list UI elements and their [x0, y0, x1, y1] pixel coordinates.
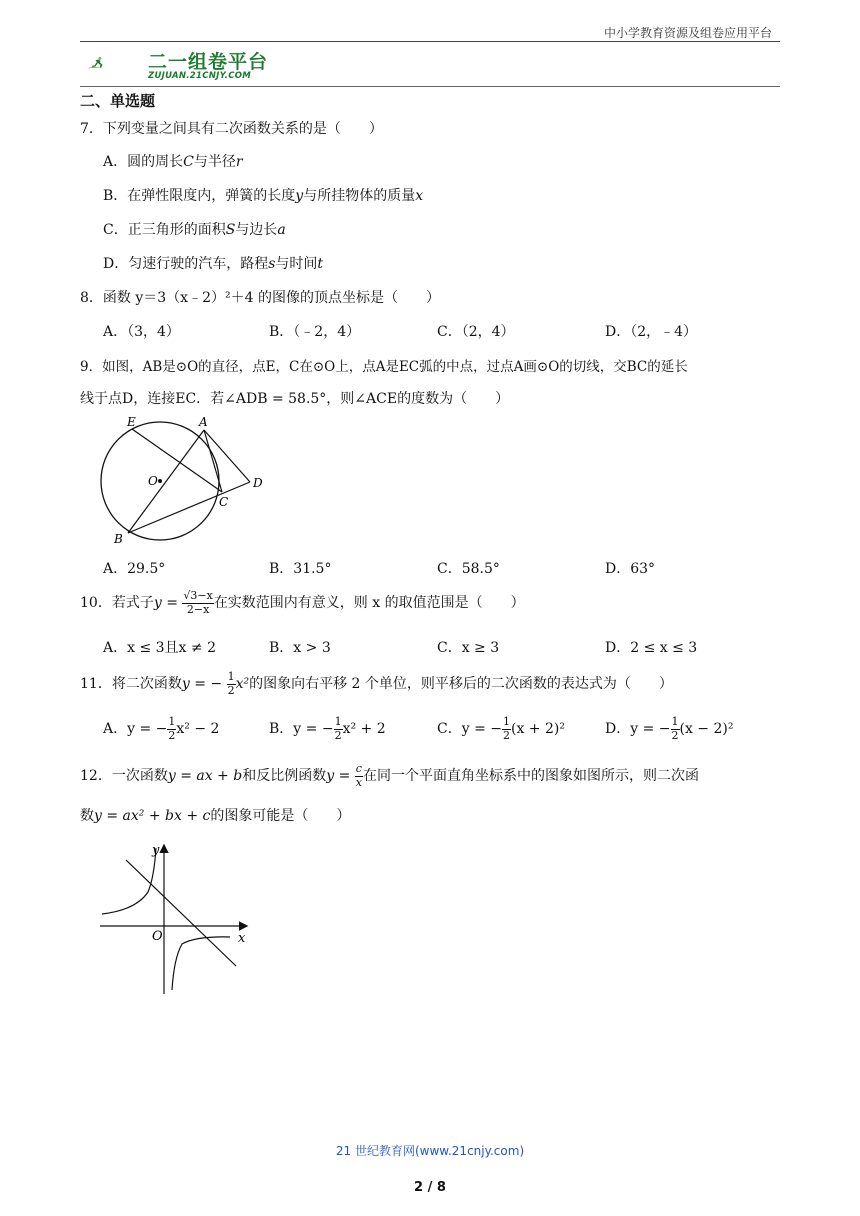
logo-subtitle: ZUJUAN.21CNJY.COM: [148, 71, 252, 81]
question-12-stem-line-2: 数y = ax² + bx + c的图象可能是（ ）: [80, 808, 351, 824]
question-11-stem: 11．将二次函数y = − $\frac{1}{2}$ x²的图象向右平移 2 个单位，则平移后的二次函数的表达式为（ ）: [80, 670, 673, 697]
label-d: D: [253, 476, 263, 490]
question-11-fraction: $\frac{1}{2}$: [227, 670, 235, 697]
label-origin: O: [152, 929, 163, 944]
footer-link[interactable]: 21 世纪教育网(www.21cnjy.com): [335, 1144, 525, 1158]
question-9-option-a: A．29.5°: [103, 561, 166, 577]
question-9-stem-line-2: 线于点D，连接EC．若∠ADB = 58.5°，则∠ACE的度数为（ ）: [80, 391, 510, 407]
linear-function-line: [126, 860, 236, 966]
header-rule: [80, 41, 780, 42]
question-11-option-b: B．y = − $\frac{1}{2}$ x² + 2: [269, 715, 386, 742]
question-10-option-b: B．x > 3: [269, 640, 331, 656]
question-9-circle-figure: [96, 412, 272, 548]
question-7-option-b: B．在弹性限度内，弹簧的长度y与所挂物体的质量x: [103, 188, 424, 204]
label-b: B: [114, 532, 123, 546]
question-8-option-a: A．（3，4）: [103, 324, 180, 340]
center-point: [158, 479, 162, 483]
hyperbola-branch-right: [172, 937, 230, 990]
question-10-stem: 10．若式子y = $\frac{√3-x}{2-x}$ 在实数范围内有意义，则 x 的取值范围是（ ）: [80, 589, 525, 616]
label-o: O: [148, 474, 158, 488]
question-9-option-c: C．58.5°: [437, 561, 500, 577]
question-9-option-d: D．63°: [605, 561, 656, 577]
question-8-option-c: C．（2，4）: [437, 324, 515, 340]
header-rule-bottom: [80, 86, 780, 87]
question-10-option-a: A．x ≤ 3且x ≠ 2: [103, 640, 216, 656]
page-number: 2 / 8: [414, 1180, 446, 1195]
question-7-option-d: D．匀速行驶的汽车，路程s与时间t: [103, 256, 324, 272]
segment-ec: [132, 429, 222, 492]
question-11-option-c: C．y = − $\frac{1}{2}$ (x + 2)²: [437, 715, 565, 742]
header-platform-name: 中小学教育资源及组卷应用平台: [603, 26, 772, 40]
question-7-stem: 7．下列变量之间具有二次函数关系的是（ ）: [80, 121, 383, 137]
question-11-option-a: A．y = − $\frac{1}{2}$ x² − 2: [103, 715, 220, 742]
question-7-option-c: C．正三角形的面积S与边长a: [103, 222, 286, 238]
question-8-option-b: B．（﹣2，4）: [269, 324, 361, 340]
label-e: E: [127, 415, 136, 429]
question-8-option-d: D．（2，﹣4）: [605, 324, 698, 340]
question-9-stem-line-1: 9．如图，AB是⊙O的直径，点E，C在⊙O上，点A是EC弧的中点，过点A画⊙O的切线，交BC的延长: [80, 359, 688, 375]
question-10-fraction: $\frac{√3-x}{2-x}$: [183, 589, 213, 616]
question-12-fraction: $\frac{c}{x}$: [355, 762, 362, 789]
tangent-ad: [204, 430, 250, 482]
section-title: 二、单选题: [80, 92, 156, 110]
label-a: A: [199, 415, 208, 429]
question-8-stem: 8．函数 y＝3（x﹣2）²＋4 的图像的顶点坐标是（ ）: [80, 290, 440, 306]
question-12-stem-line-1: 12．一次函数y = ax + b和反比例函数y = $\frac{c}{x}$ 在同一个平面直角坐标系中的图象如图所示，则二次函: [80, 762, 699, 789]
label-y: y: [152, 843, 160, 858]
question-10-option-d: D．2 ≤ x ≤ 3: [605, 640, 698, 656]
label-c: C: [219, 495, 229, 509]
question-9-option-b: B．31.5°: [269, 561, 332, 577]
label-x: x: [238, 931, 246, 946]
question-12-graph-figure: [96, 840, 256, 1000]
logo-title: 二一组卷平台: [148, 51, 269, 73]
question-7-option-a: A．圆的周长C与半径r: [103, 154, 243, 170]
question-11-option-d: D．y = − $\frac{1}{2}$ (x − 2)²: [605, 715, 734, 742]
logo-runner-icon: [86, 42, 146, 84]
question-10-option-c: C．x ≥ 3: [437, 640, 500, 656]
